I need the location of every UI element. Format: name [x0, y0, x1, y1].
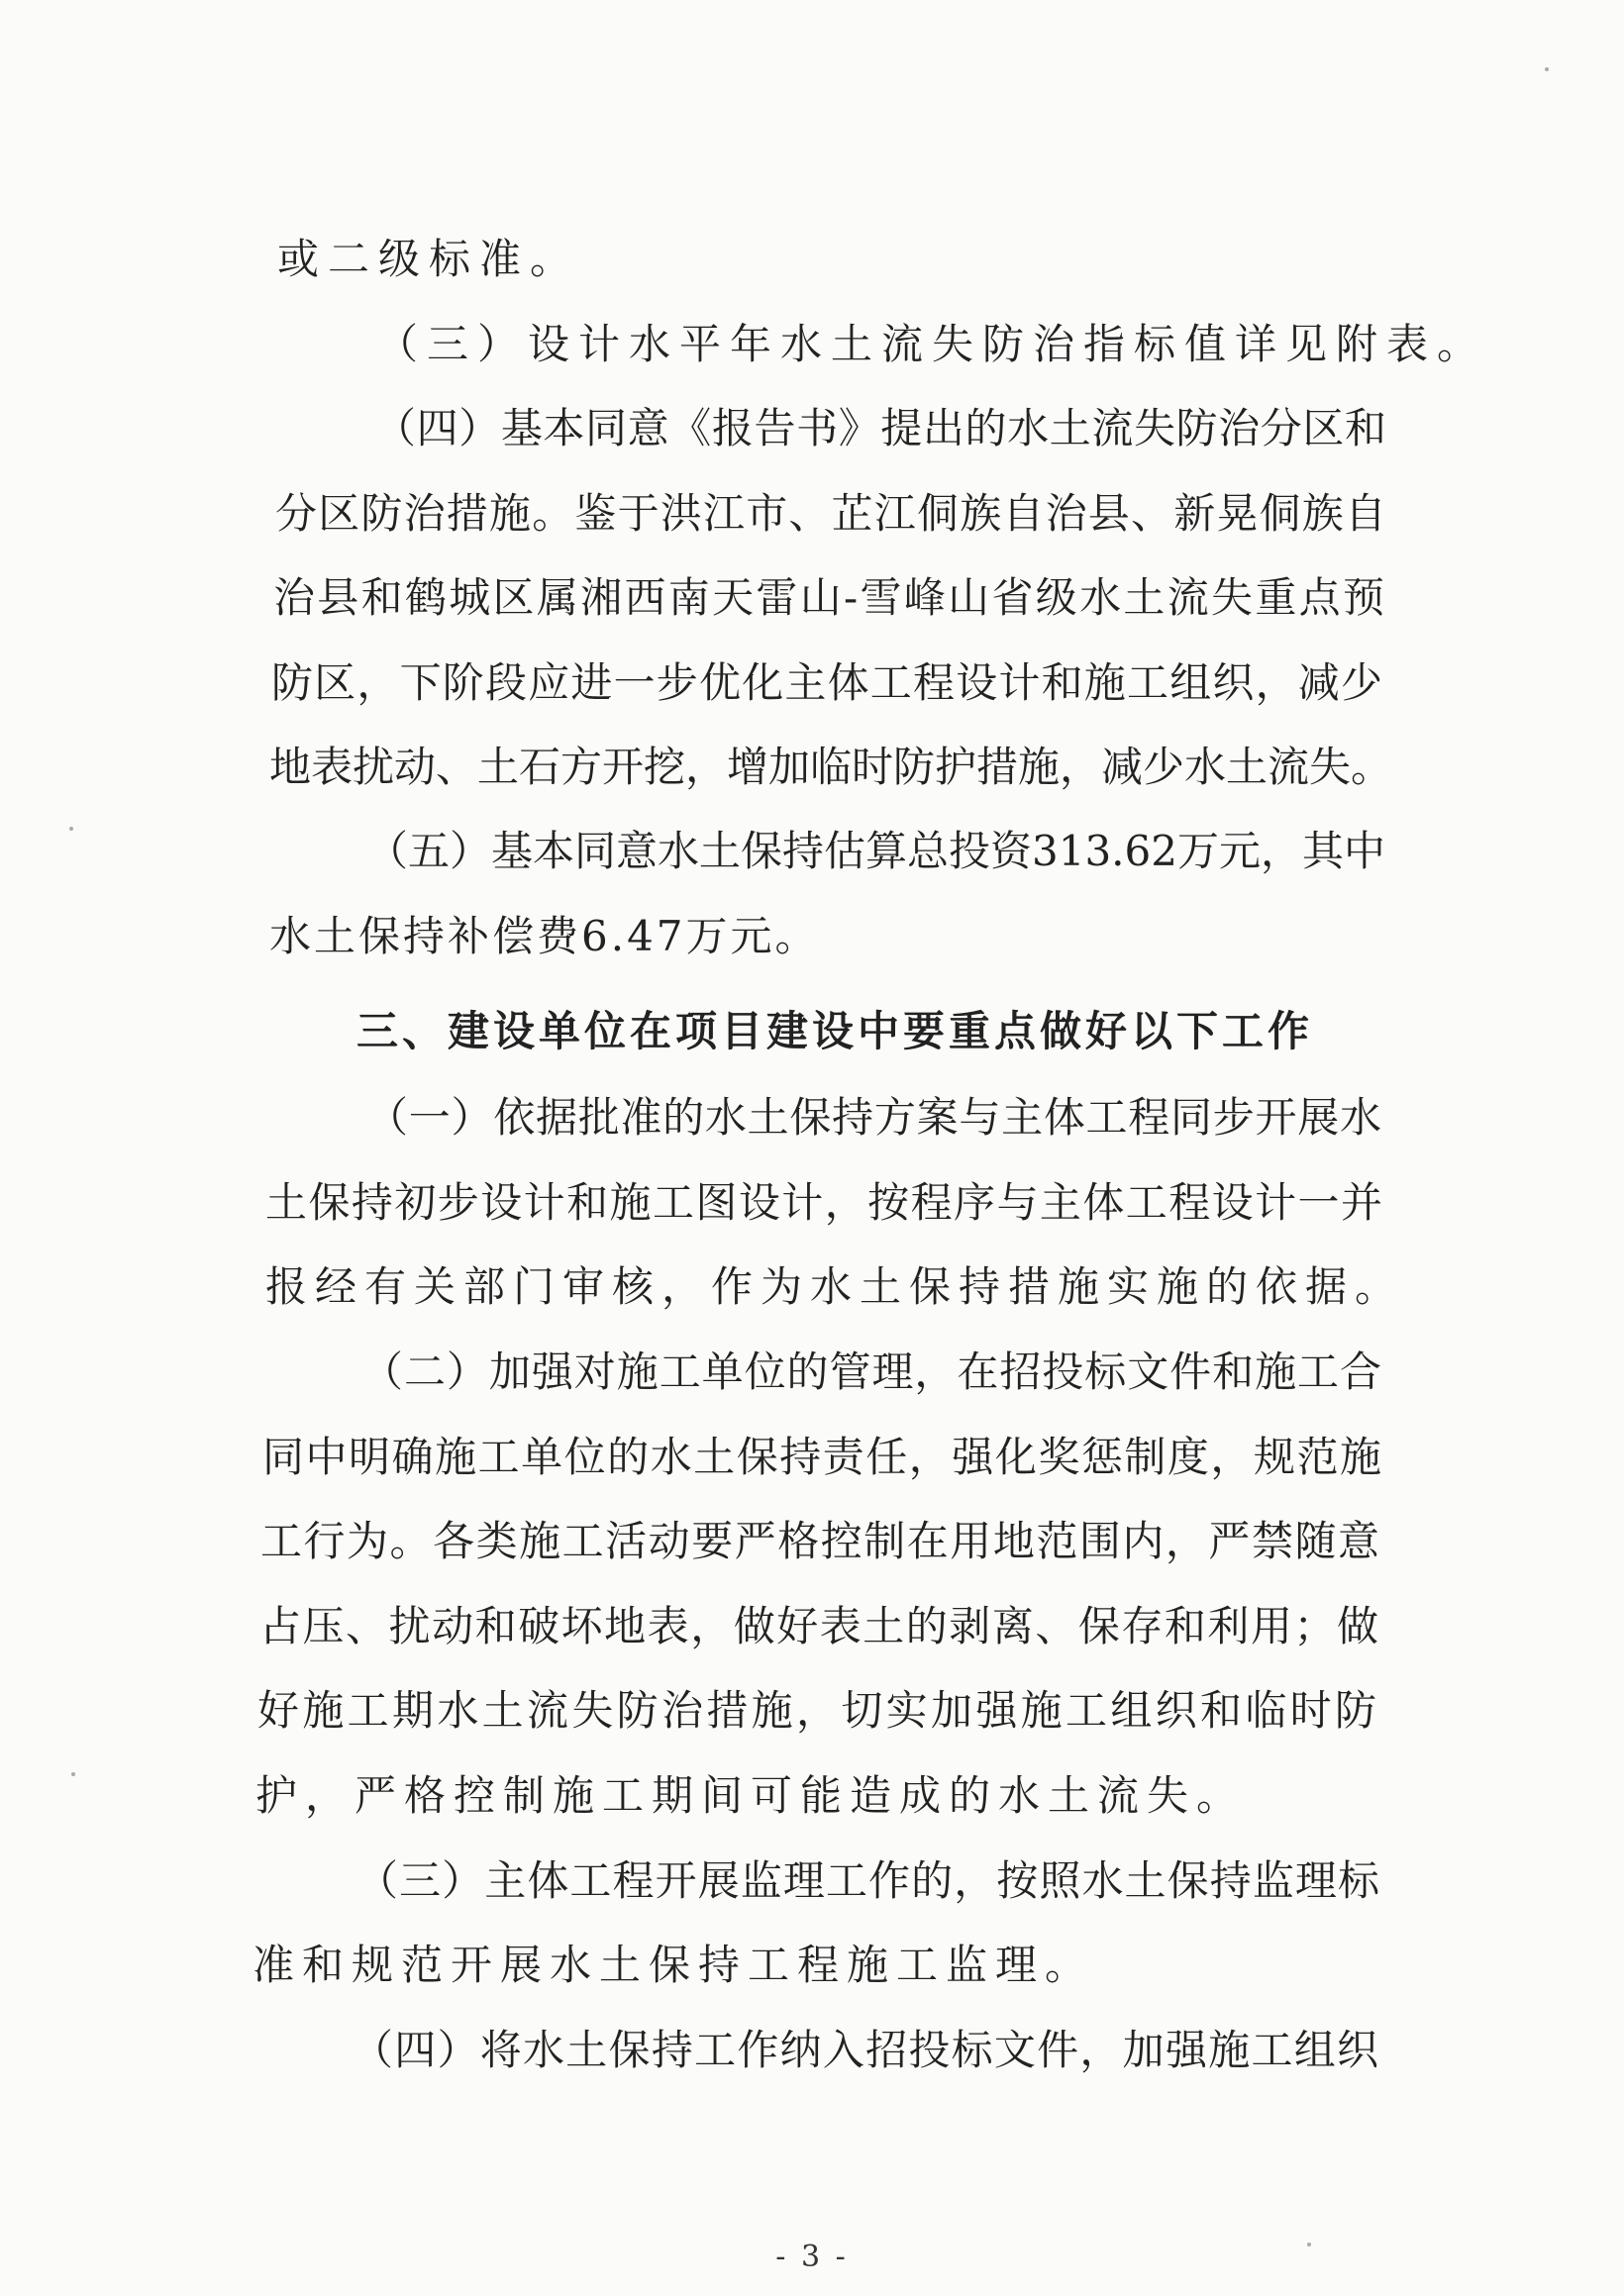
text-line-1: 或二级标准。	[277, 235, 581, 283]
text-line-15: 同中明确施工单位的水土保持责任，强化奖惩制度，规范施	[262, 1433, 1381, 1481]
text-line-22: （四）将水土保持工作纳入招投标文件，加强施工组织	[352, 2026, 1378, 2074]
text-line-7: 地表扰动、土石方开挖，增加临时防护措施，减少水土流失。	[269, 743, 1393, 791]
section-heading: 三、建设单位在项目建设中要重点做好以下工作	[356, 1007, 1314, 1055]
text-line-20: （三）主体工程开展监理工作的，按照水土保持监理标	[356, 1856, 1379, 1905]
text-line-17: 占压、扰动和破坏地表，做好表土的剥离、保存和利用；做	[259, 1602, 1378, 1650]
text-line-12: 土保持初步设计和施工图设计，按程序与主体工程设计一并	[265, 1178, 1382, 1227]
text-line-4: 分区防治措施。鉴于洪江市、芷江侗族自治县、新晃侗族自	[275, 489, 1386, 538]
text-line-19: 护，严格控制施工期间可能造成的水土流失。	[255, 1771, 1247, 1820]
page-number: - 3 -	[775, 2240, 849, 2274]
text-line-11: （一）依据批准的水土保持方案与主体工程同步开展水	[366, 1093, 1381, 1142]
text-line-6: 防区，下阶段应进一步优化主体工程设计和施工组织，减少	[271, 658, 1382, 707]
text-line-3: （四）基本同意《报告书》提出的水土流失防治分区和	[374, 404, 1386, 452]
scan-speck	[71, 1772, 75, 1776]
text-line-2: （三）设计水平年水土流失防治指标值详见附表。	[376, 320, 1488, 368]
text-line-21: 准和规范开展水土保持工程施工监理。	[253, 1941, 1095, 1989]
text-line-5: 治县和鹤城区属湘西南天雷山-雪峰山省级水土流失重点预	[273, 573, 1384, 622]
text-line-18: 好施工期水土流失防治措施，切实加强施工组织和临时防	[257, 1686, 1376, 1735]
scan-speck	[1545, 67, 1549, 71]
text-line-13: 报经有关部门审核，作为水土保持措施实施的依据。	[265, 1262, 1405, 1311]
text-line-9: 水土保持补偿费6.47万元。	[269, 912, 820, 960]
scan-speck	[1307, 2243, 1311, 2246]
text-line-14: （二）加强对施工单位的管理，在招投标文件和施工合	[361, 1348, 1381, 1396]
text-line-8: （五）基本同意水土保持估算总投资313.62万元，其中	[366, 827, 1385, 875]
text-line-16: 工行为。各类施工活动要严格控制在用地范围内，严禁随意	[260, 1517, 1379, 1565]
scan-speck	[69, 827, 73, 831]
